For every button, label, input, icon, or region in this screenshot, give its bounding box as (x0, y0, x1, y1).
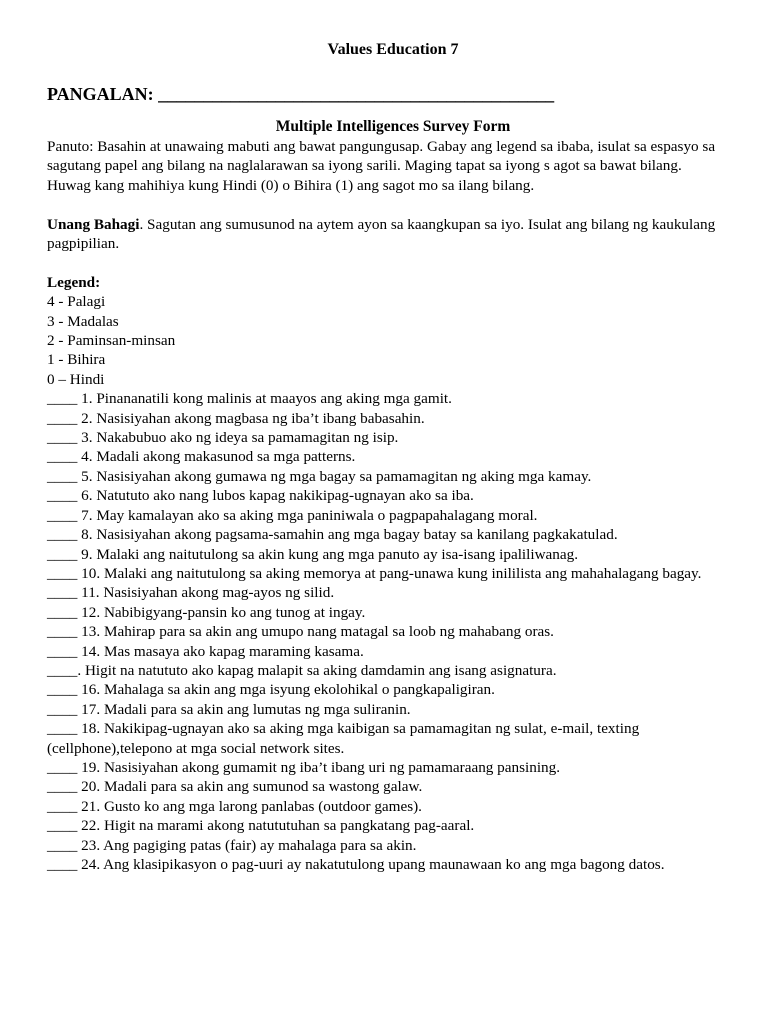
part-one-label: Unang Bahagi (47, 215, 140, 233)
legend-item: 0 – Hindi (47, 370, 105, 388)
survey-item: ____ 14. Mas masaya ako kapag maraming kasama. (47, 642, 364, 660)
survey-item: ____ 1. Pinananatili kong malinis at maayos ang aking mga gamit. (47, 390, 452, 408)
survey-item: ____ 12. Nabibigyang-pansin ko ang tunog at ingay. (47, 603, 366, 621)
part-one-text: . Sagutan ang sumusunod na aytem ayon sa kaangkupan sa iyo. Isulat ang bilang ng kaukulang pagpipilian. (47, 215, 716, 253)
survey-item: ____ 23. Ang pagiging patas (fair) ay mahalaga para sa akin. (47, 836, 417, 854)
legend-item: 4 - Palagi (47, 293, 106, 311)
survey-item: ____ 3. Nakabubuo ako ng ideya sa pamamagitan ng isip. (47, 429, 399, 447)
instructions-paragraph: Panuto: Basahin at unawaing mabuti ang bawat pangungusap. Gabay ang legend sa ibaba, isulat sa espasyo sa sagutang papel ang bilang na naglalarawan sa iyong sarili. Maging tapat sa iyong s agot sa bawat bilang. Huwag kang mahihiya kung Hindi (0) o Bihira (1) ang sagot mo sa ilang bilang. (47, 138, 716, 194)
survey-item: ____ 11. Nasisiyahan akong mag-ayos ng silid. (47, 584, 335, 602)
survey-item: ____ 18. Nakikipag-ugnayan ako sa aking mga kaibigan sa pamamagitan ng sulat, e-mail, texting (cellphone),telepono at mga social network sites. (47, 720, 640, 757)
legend-item: 2 - Paminsan-minsan (47, 332, 176, 350)
name-blank: ____________________________________________ (158, 84, 555, 104)
legend-item: 1 - Bihira (47, 351, 106, 369)
survey-item: ____ 20. Madali para sa akin ang sumunod sa wastong galaw. (47, 778, 423, 796)
survey-item: ____ 22. Higit na marami akong natututuhan sa pangkatang pag-aaral. (47, 817, 475, 835)
name-field (47, 83, 723, 105)
survey-item: ____ 19. Nasisiyahan akong gumamit ng iba’t ibang uri ng pamamaraang pansining. (47, 758, 561, 776)
survey-title: Multiple Intelligences Survey Form (275, 118, 511, 135)
legend-item: 3 - Madalas (47, 312, 119, 330)
legend-heading: Legend: (47, 273, 101, 291)
survey-item: ____ 4. Madali akong makasunod sa mga patterns. (47, 448, 356, 466)
survey-item: ____ 21. Gusto ko ang mga larong panlabas (outdoor games). (47, 797, 422, 815)
worksheet-page (47, 40, 723, 874)
part-one-paragraph (47, 215, 723, 254)
survey-item: ____ 13. Mahirap para sa akin ang umupo nang matagal sa loob ng mahabang oras. (47, 623, 554, 641)
survey-item: ____ 2. Nasisiyahan akong magbasa ng iba’t ibang babasahin. (47, 409, 425, 427)
survey-item: ____ 17. Madali para sa akin ang lumutas ng mga suliranin. (47, 700, 411, 718)
survey-item: ____ 5. Nasisiyahan akong gumawa ng mga bagay sa pamamagitan ng aking mga kamay. (47, 467, 592, 485)
survey-item: ____ 8. Nasisiyahan akong pagsama-samahin ang mga bagay batay sa kanilang pagkakatulad. (47, 526, 618, 544)
survey-item: ____ 6. Natututo ako nang lubos kapag nakikipag-ugnayan ako sa iba. (47, 487, 474, 505)
spacer (47, 253, 723, 272)
spacer (47, 195, 723, 214)
survey-item: ____. Higit na natututo ako kapag malapit sa aking damdamin ang isang asignatura. (47, 661, 557, 679)
survey-item: ____ 24. Ang klasipikasyon o pag-uuri ay nakatutulong upang maunawaan ko ang mga bagong datos. (47, 856, 665, 873)
survey-item: ____ 7. May kamalayan ako sa aking mga paniniwala o pagpapahalagang moral. (47, 506, 538, 524)
document-title: Values Education 7 (327, 41, 459, 58)
survey-item: ____ 9. Malaki ang naitutulong sa akin kung ang mga panuto ay isa-isang ipaliliwanag. (47, 545, 579, 563)
survey-item: ____ 16. Mahalaga sa akin ang mga isyung ekolohikal o pangkapaligiran. (47, 681, 495, 699)
survey-item: ____ 10. Malaki ang naitutulong sa aking memorya at pang-unawa kung inililista ang mahahalagang bagay. (47, 564, 702, 582)
name-label: PANGALAN: (47, 84, 154, 104)
